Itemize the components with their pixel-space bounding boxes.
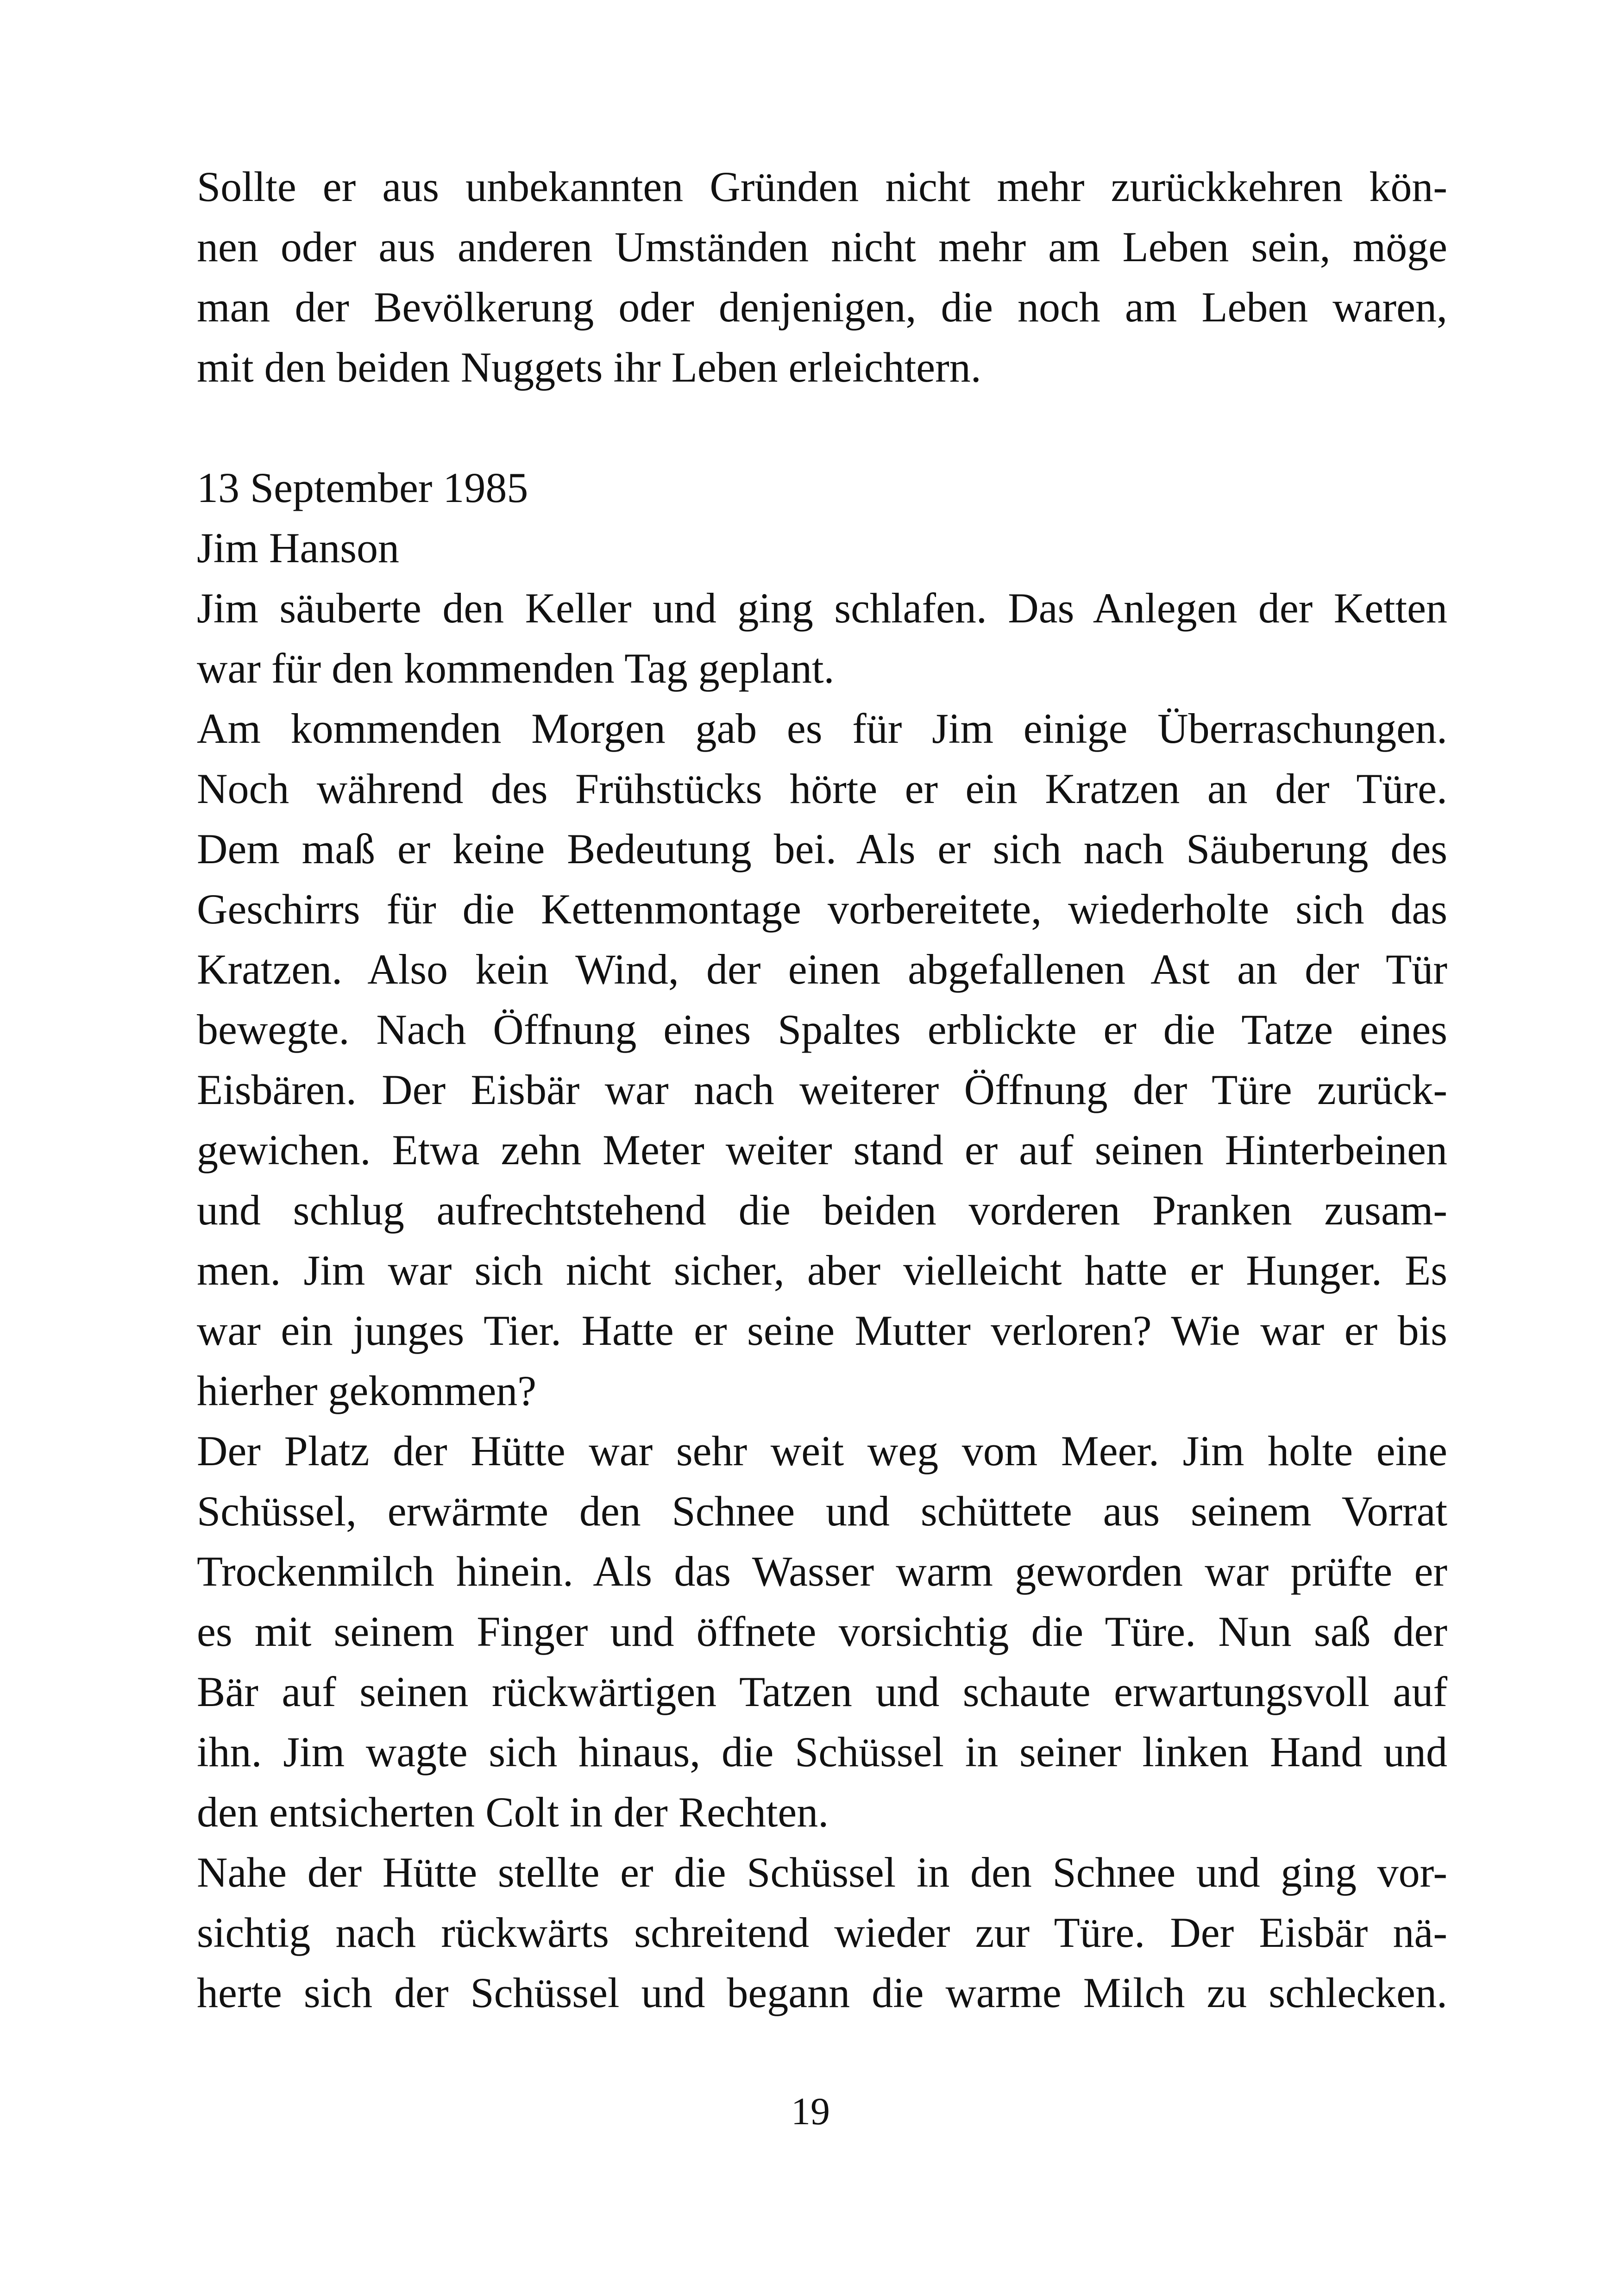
text-line: war für den kommenden Tag geplant. xyxy=(197,645,835,692)
text-line: Dem maß er keine Bedeutung bei. Als er sich nach Säuberung des xyxy=(197,825,1447,872)
paragraph-5 xyxy=(197,1842,1447,2023)
text-line: Bär auf seinen rückwärtigen Tatzen und schaute erwartungsvoll auf xyxy=(197,1668,1447,1715)
page-body-text xyxy=(197,157,1447,2023)
text-line: Der Platz der Hütte war sehr weit weg vom Meer. Jim holte eine xyxy=(197,1427,1447,1474)
text-line: war ein junges Tier. Hatte er seine Mutter verloren? Wie war er bis xyxy=(197,1307,1447,1354)
paragraph-3 xyxy=(197,698,1447,1421)
text-line: und schlug aufrechtstehend die beiden vorderen Pranken zusam- xyxy=(197,1186,1447,1234)
text-line: herte sich der Schüssel und begann die warme Milch zu schlecken. xyxy=(197,1969,1447,2016)
text-line: men. Jim war sich nicht sicher, aber vielleicht hatte er Hunger. Es xyxy=(197,1247,1447,1294)
text-line: es mit seinem Finger und öffnete vorsichtig die Türe. Nun saß der xyxy=(197,1608,1447,1655)
text-line: hierher gekommen? xyxy=(197,1367,537,1414)
text-line: Sollte er aus unbekannten Gründen nicht mehr zurückkehren kön- xyxy=(197,163,1447,210)
text-line: mit den beiden Nuggets ihr Leben erleichtern. xyxy=(197,344,981,391)
text-line: man der Bevölkerung oder denjenigen, die noch am Leben waren, xyxy=(197,283,1447,331)
text-line: Trockenmilch hinein. Als das Wasser warm geworden war prüfte er xyxy=(197,1548,1447,1595)
page-number: 19 xyxy=(791,2090,830,2133)
text-line: sichtig nach rückwärts schreitend wieder zur Türe. Der Eisbär nä- xyxy=(197,1909,1447,1956)
diary-entry-header xyxy=(197,458,1447,578)
entry-name: Jim Hanson xyxy=(197,524,399,571)
text-line: bewegte. Nach Öffnung eines Spaltes erblickte er die Tatze eines xyxy=(197,1006,1447,1053)
text-line: Nahe der Hütte stellte er die Schüssel in den Schnee und ging vor- xyxy=(197,1849,1447,1896)
text-line: Jim säuberte den Keller und ging schlafen. Das Anlegen der Ketten xyxy=(197,584,1447,632)
text-line: Noch während des Frühstücks hörte er ein Kratzen an der Türe. xyxy=(197,765,1447,812)
paragraph-gap xyxy=(197,397,1447,458)
text-line: Eisbären. Der Eisbär war nach weiterer Öffnung der Türe zurück- xyxy=(197,1066,1447,1113)
text-line: Am kommenden Morgen gab es für Jim einige Überraschungen. xyxy=(197,705,1447,752)
paragraph-4 xyxy=(197,1421,1447,1842)
text-line: Geschirrs für die Kettenmontage vorbereitete, wiederholte sich das xyxy=(197,885,1447,933)
paragraph-2 xyxy=(197,578,1447,698)
text-line: Schüssel, erwärmte den Schnee und schüttete aus seinem Vorrat xyxy=(197,1487,1447,1535)
paragraph-1 xyxy=(197,157,1447,397)
text-line: gewichen. Etwa zehn Meter weiter stand er auf seinen Hinterbeinen xyxy=(197,1126,1447,1173)
text-line: Kratzen. Also kein Wind, der einen abgefallenen Ast an der Tür xyxy=(197,946,1447,993)
text-line: den entsicherten Colt in der Rechten. xyxy=(197,1788,829,1836)
text-line: ihn. Jim wagte sich hinaus, die Schüssel in seiner linken Hand und xyxy=(197,1728,1447,1775)
entry-date: 13 September 1985 xyxy=(197,464,528,511)
text-line: nen oder aus anderen Umständen nicht mehr am Leben sein, möge xyxy=(197,223,1447,270)
